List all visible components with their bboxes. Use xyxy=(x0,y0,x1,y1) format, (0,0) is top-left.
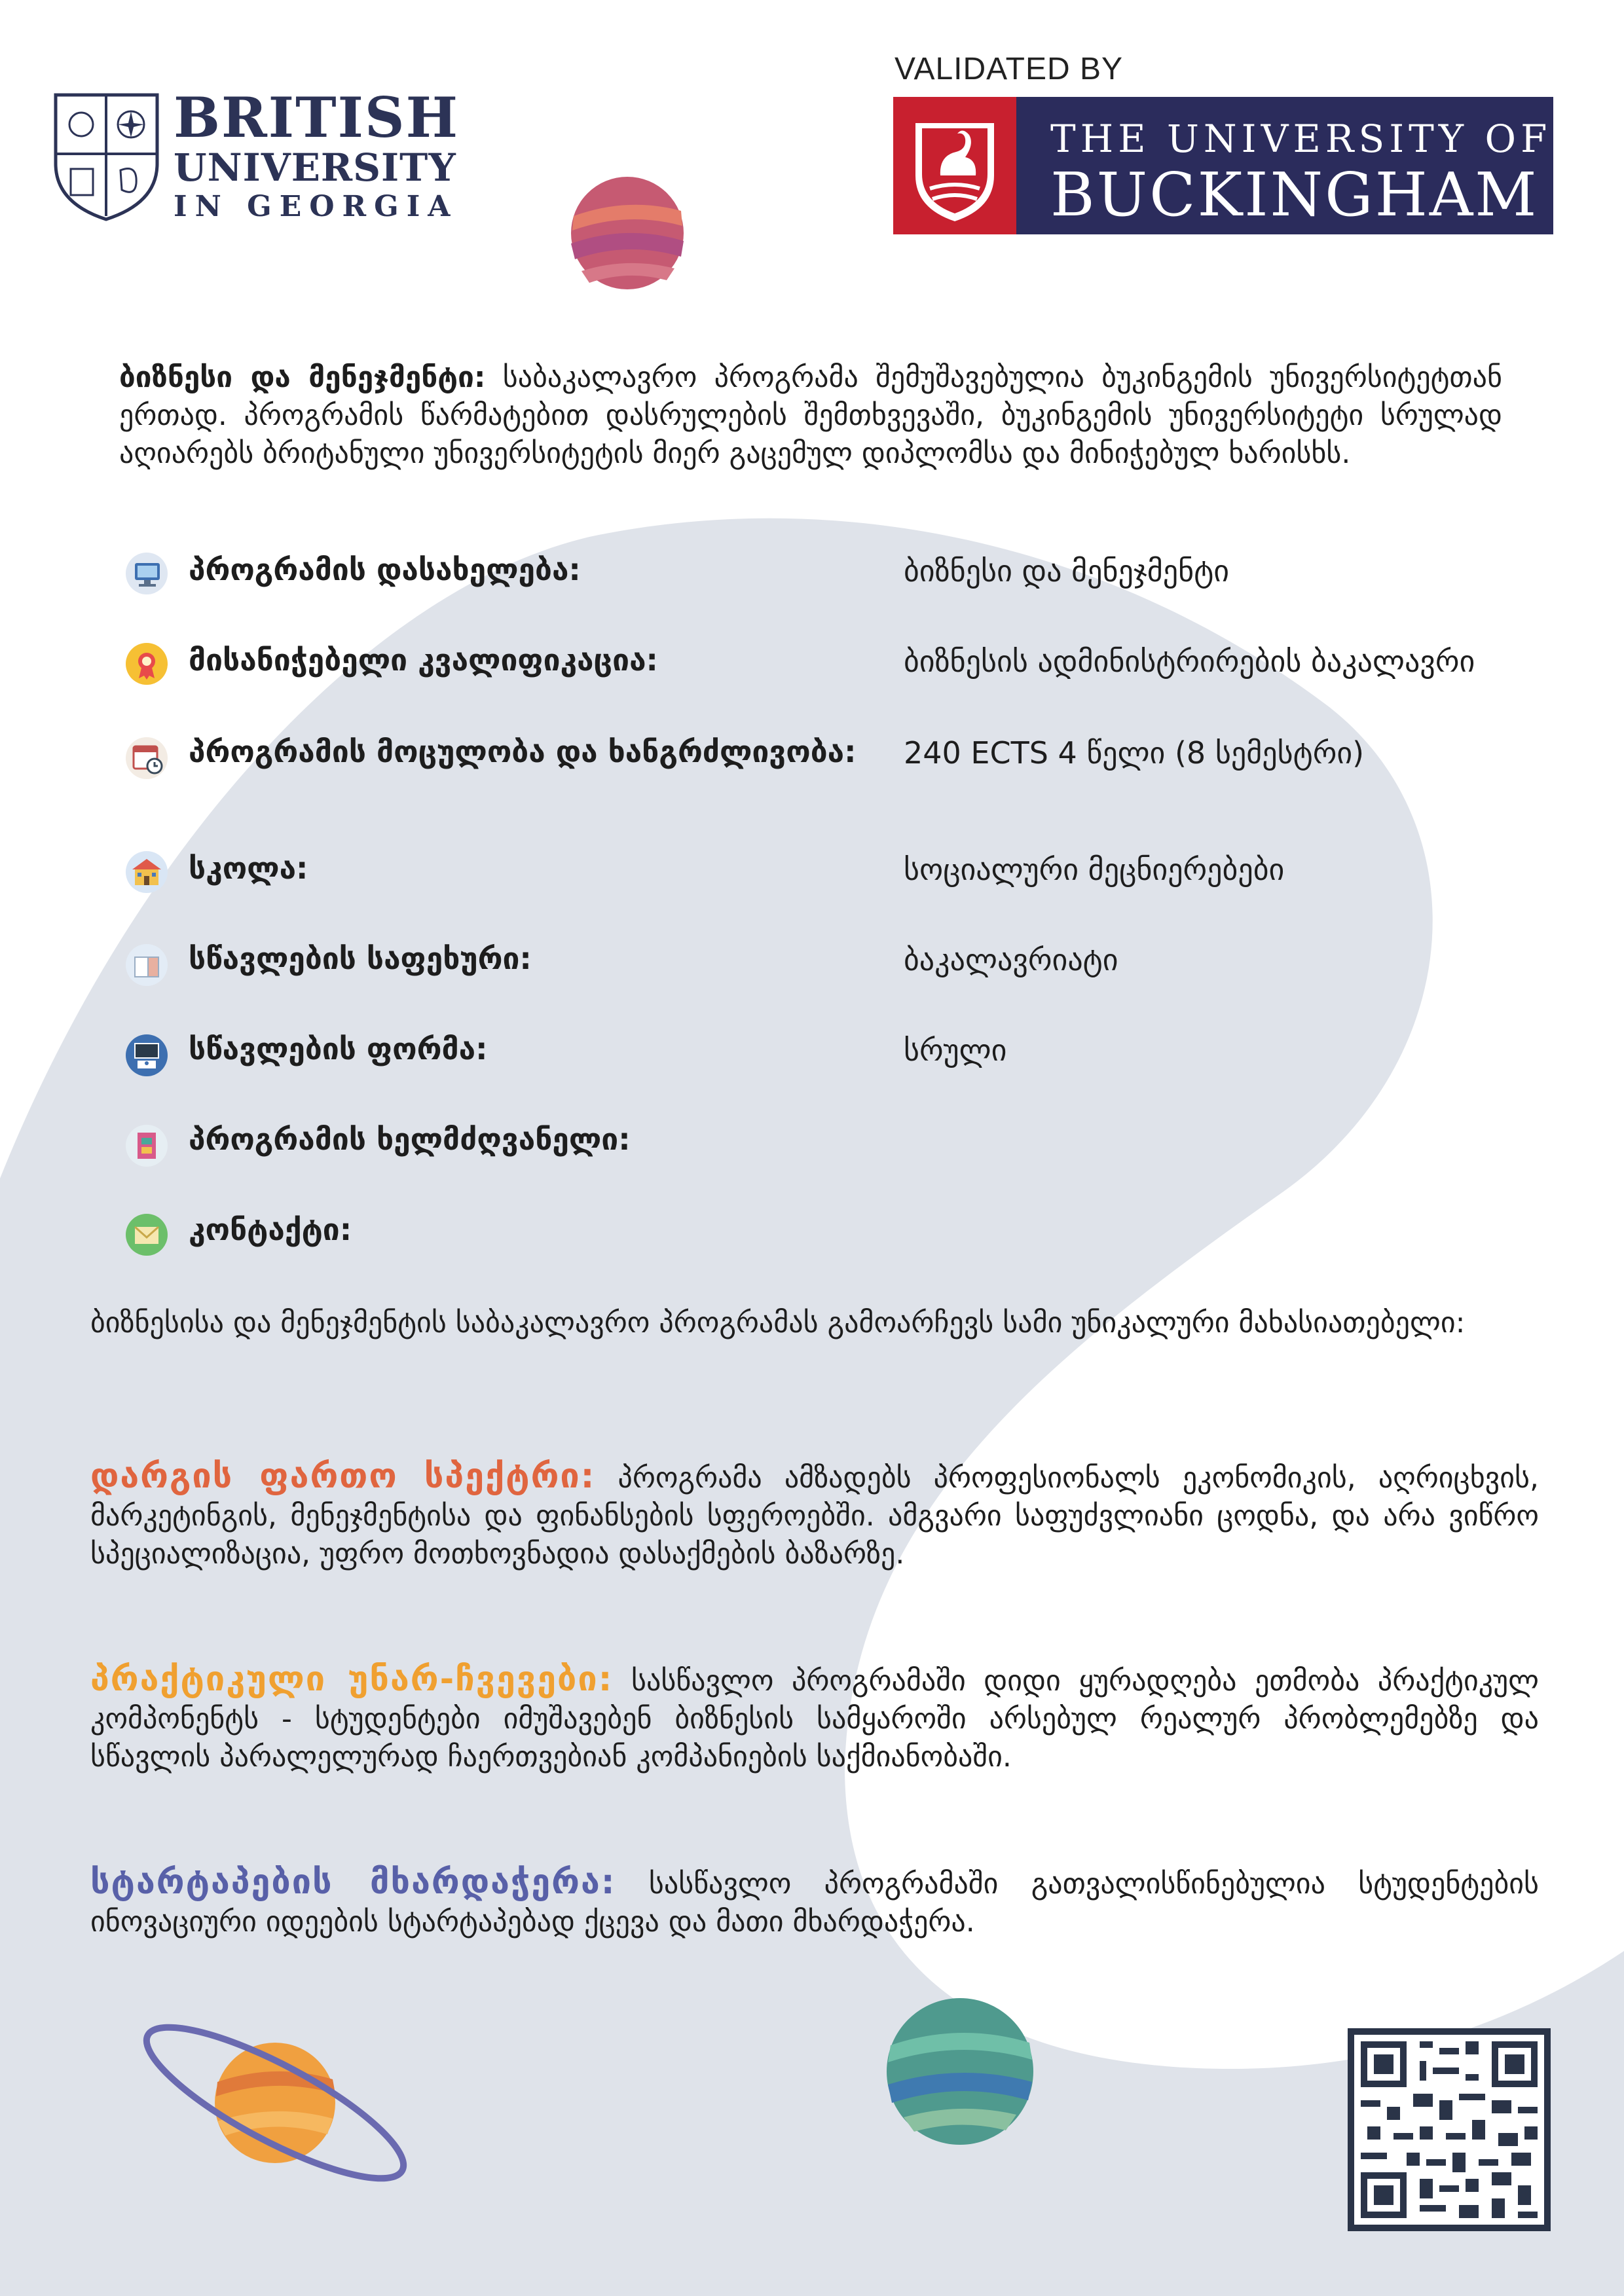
feature-text: სასწავლო პროგრამაში დიდი ყურადღება ეთმობა პრაქტიკულ კომპონენტს - სტუდენტები იმუშავებენ ბიზნესის სამყაროში არსებულ რეალურ პრობლემებზე და სწავლის პარალელურად ჩაერთვებიან კომპანიების საქმიანობაში. xyxy=(90,1664,1539,1774)
feature-text: პროგრამა ამზადებს პროფესიონალს ეკონომიკის, აღრიცხვის, მარკეტინგის, მენეჯმენტისა და ფინანსების სფეროებში. ამგვარი საფუძვლიანი ცოდნა, და არა ვიწრო სპეციალიზაცია, უფრო მოთხოვნადია დასაქმების ბაზარზე. xyxy=(90,1461,1539,1571)
detail-label-level: სწავლების საფეხური: xyxy=(189,941,532,976)
detail-label-program-head: პროგრამის ხელმძღვანელი: xyxy=(189,1121,631,1157)
buckingham-crest xyxy=(893,97,1016,234)
class-board-icon xyxy=(124,1033,169,1078)
detail-label-qualification: მისანიჭებელი კვალიფიკაცია: xyxy=(189,642,658,678)
validated-by-label: VALIDATED BY xyxy=(895,52,1123,86)
feature-text: სასწავლო პროგრამაში გათვალისწინებულია სტუდენტების ინოვაციური იდეების სტარტაპებად ქცევა და მათი მხარდაჭერა. xyxy=(90,1867,1539,1939)
planet-top xyxy=(571,177,684,289)
bug-logo-line3: IN GEORGIA xyxy=(174,190,458,223)
planet-bottom xyxy=(887,1998,1033,2145)
detail-value-level: ბაკალავრიატი xyxy=(904,942,1118,977)
bug-crest-icon xyxy=(52,92,160,223)
intro-lead: ბიზნესი და მენეჯმენტი: xyxy=(119,361,486,394)
qr-code[interactable] xyxy=(1348,2028,1551,2231)
feature-title: სტარტაპების მხარდაჭერა: xyxy=(90,1863,616,1902)
intro-text: საბაკალავრო პროგრამა შემუშავებულია ბუკინგემის უნივერსიტეტთან ერთად. პროგრამის წარმატებით დასრულების შემთხვევაში, ბუკინგემის უნივერსიტეტი სრულად აღიარებს ბრიტანული უნივერსიტეტის მიერ გაცემულ დიპლომსა და მინიჭებულ ხარისხს. xyxy=(119,361,1503,470)
detail-label-program-name: პროგრამის დასახელება: xyxy=(189,552,581,587)
buckingham-logo-line1: THE UNIVERSITY OF xyxy=(1050,117,1552,161)
calendar-clock-icon xyxy=(124,736,169,780)
intro-paragraph xyxy=(119,359,1502,473)
school-building-icon xyxy=(124,850,169,894)
detail-label-volume-duration: პროგრამის მოცულობა და ხანგრძლივობა: xyxy=(189,734,857,769)
bug-logo-line1: BRITISH xyxy=(174,85,459,150)
detail-value-qualification: ბიზნესის ადმინისტრირების ბაკალავრი xyxy=(904,644,1475,679)
swan-crest-icon xyxy=(893,97,1016,234)
detail-label-contact: კონტაქტი: xyxy=(189,1212,352,1247)
features-intro: ბიზნესისა და მენეჯმენტის საბაკალავრო პროგრამას გამოარჩევს სამი უნიკალური მახასიათებელი: xyxy=(90,1306,1466,1339)
computer-icon xyxy=(124,551,169,596)
detail-value-program-name: ბიზნესი და მენეჯმენტი xyxy=(904,553,1230,589)
qr-code-icon xyxy=(1348,2028,1551,2231)
award-icon xyxy=(124,642,169,686)
detail-label-form: სწავლების ფორმა: xyxy=(189,1031,488,1066)
feature-startup-support xyxy=(90,1863,1539,1941)
feature-broad-spectrum xyxy=(90,1457,1539,1573)
bug-logo[interactable] xyxy=(52,85,458,229)
feature-title: პრაქტიკული უნარ-ჩვევები: xyxy=(90,1660,614,1699)
envelope-icon xyxy=(124,1212,169,1257)
detail-value-school: სოციალური მეცნიერებები xyxy=(904,852,1285,887)
buckingham-logo-line2: BUCKINGHAM xyxy=(1050,160,1539,230)
detail-value-volume-duration: 240 ECTS 4 წელი (8 სემესტრი) xyxy=(904,735,1365,771)
feature-title: დარგის ფართო სპექტრი: xyxy=(90,1457,596,1496)
detail-label-school: სკოლა: xyxy=(189,850,308,886)
buckingham-logo[interactable] xyxy=(893,97,1553,234)
detail-value-form: სრული xyxy=(904,1032,1007,1068)
person-icon xyxy=(124,1123,169,1168)
book-icon xyxy=(124,943,169,987)
feature-practical-skills xyxy=(90,1660,1539,1776)
bug-logo-line2: UNIVERSITY xyxy=(174,145,456,190)
